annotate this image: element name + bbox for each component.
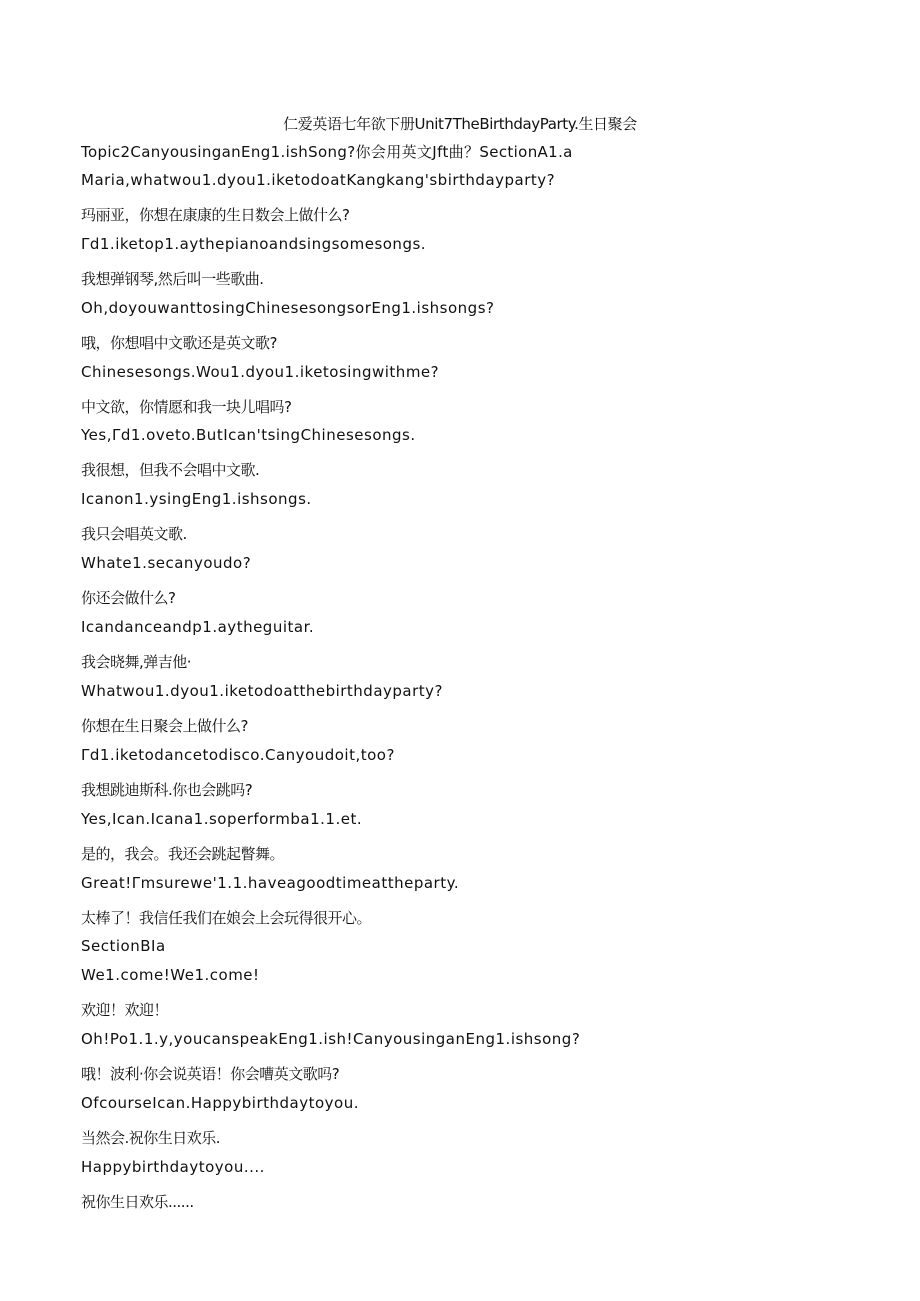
text-line: 中文欲，你情愿和我一块儿唱吗? <box>81 398 292 416</box>
text-line: Great!Γmsurewe'1.1.haveagoodtimeattheparty. <box>81 874 460 892</box>
text-line: Yes,Γd1.oveto.ButIcan'tsingChinesesongs. <box>81 426 416 444</box>
text-line: 你还会做什么? <box>81 589 176 607</box>
text-line: 哦！波利·你会说英语！你会嘈英文歌吗? <box>81 1065 340 1083</box>
text-line: 我会晓舞,弹吉他· <box>81 653 192 671</box>
text-line: Happybirthdaytoyou.... <box>81 1158 265 1176</box>
text-line: Whatwou1.dyou1.iketodoatthebirthdayparty? <box>81 682 443 700</box>
text-line: Chinesesongs.Wou1.dyou1.iketosingwithme? <box>81 363 440 381</box>
text-line: Oh,doyouwanttosingChinesesongsorEng1.ishsongs? <box>81 299 495 317</box>
text-line: 当然会.祝你生日欢乐. <box>81 1129 221 1147</box>
text-line: Oh!Po1.1.y,youcanspeakEng1.ish!CanyousinganEng1.ishsong? <box>81 1030 581 1048</box>
text-line: 哦，你想唱中文歌还是英文歌? <box>81 334 277 352</box>
text-line: Γd1.iketop1.aythepianoandsingsomesongs. <box>81 235 427 253</box>
text-line: SectionBIa <box>81 937 166 955</box>
text-line: 我只会唱英文歌. <box>81 525 187 543</box>
text-line: Topic2CanyousinganEng1.ishSong?你会用英文Jft曲？SectionA1.a <box>81 143 573 161</box>
text-line: Icandanceandp1.aytheguitar. <box>81 618 315 636</box>
text-line: We1.come!We1.come! <box>81 966 260 984</box>
text-line: 我很想，但我不会唱中文歌. <box>81 461 260 479</box>
text-line: Maria,whatwou1.dyou1.iketodoatKangkang'sbirthdayparty? <box>81 171 556 189</box>
text-line: Γd1.iketodancetodisco.Canyoudoit,too? <box>81 746 395 764</box>
text-line: Whate1.secanyoudo? <box>81 554 252 572</box>
text-line: 我想弹钢琴,然后叫一些歌曲. <box>81 270 264 288</box>
text-line: Icanon1.ysingEng1.ishsongs. <box>81 490 312 508</box>
text-line: 我想跳迪斯科.你也会跳吗? <box>81 781 253 799</box>
text-line: 是的，我会。我还会跳起瞥舞。 <box>81 845 285 863</box>
text-line: Yes,Ican.Icana1.soperformba1.1.et. <box>81 810 363 828</box>
text-line: 太棒了！我信任我们在娘会上会玩得很开心。 <box>81 909 372 927</box>
text-line: 祝你生日欢乐...... <box>81 1193 194 1211</box>
text-line: 欢迎！欢迎！ <box>81 1001 169 1019</box>
document-title: 仁爱英语七年欲下册Unit7TheBirthdayParty.生日聚会 <box>283 115 637 133</box>
text-line: 你想在生日聚会上做什么? <box>81 717 248 735</box>
text-line: OfcourseIcan.Happybirthdaytoyou. <box>81 1094 359 1112</box>
text-line: 玛丽亚，你想在康康的生日数会上做什么? <box>81 206 350 224</box>
